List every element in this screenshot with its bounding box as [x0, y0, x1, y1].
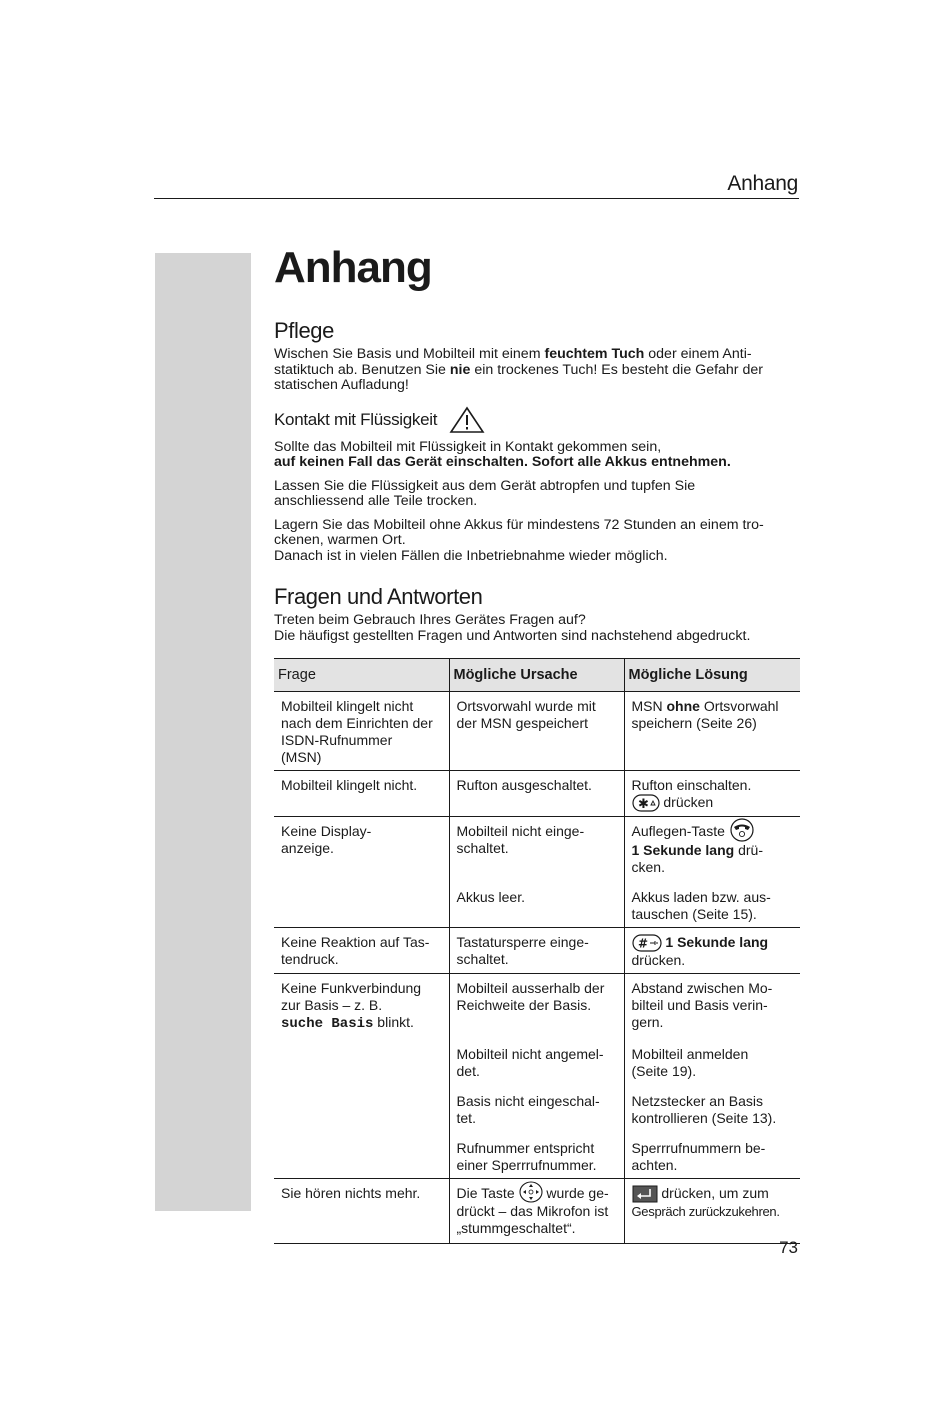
text: blinkt.	[373, 1013, 414, 1030]
cell-ursache	[449, 1178, 624, 1243]
page-content	[274, 240, 800, 1244]
end-call-key-icon	[729, 818, 755, 842]
section-heading-pflege: Pflege	[274, 318, 334, 343]
warning-triangle-icon	[449, 406, 485, 434]
cell-loesung: Sperrrufnummern be- achten.	[624, 1131, 800, 1179]
cell-frage-empty	[274, 880, 449, 928]
column-header-frage: Frage	[274, 659, 449, 692]
cell-frage: Sie hören nichts mehr.	[274, 1178, 449, 1243]
cell-ursache: Ortsvorwahl wurde mit der MSN gespeichert	[449, 692, 624, 771]
text: drücken.	[631, 951, 686, 968]
control-key-icon	[519, 1181, 543, 1203]
table-row	[274, 880, 800, 928]
cell-ursache: Tastatursperre einge- schaltet.	[449, 927, 624, 973]
text: wurde ge- drückt – das Mikrofon ist „stummgeschaltet“.	[456, 1184, 609, 1236]
fragen-intro-2: Die häufigst gestellten Fragen und Antworten sind nachstehend abgedruckt.	[274, 627, 751, 644]
subsection-heading-kontakt: Kontakt mit Flüssigkeit	[274, 409, 438, 429]
bold-text: nie	[449, 361, 471, 378]
cell-ursache: Mobilteil nicht einge- schaltet.	[449, 817, 624, 880]
cell-frage: Keine Reaktion auf Tas- tendruck.	[274, 927, 449, 973]
table-row	[274, 1178, 800, 1243]
table-row	[274, 692, 800, 771]
fragen-intro-1: Treten beim Gebrauch Ihres Gerätes Fragen auf?	[274, 612, 586, 628]
cell-ursache: Akkus leer.	[449, 880, 624, 928]
svg-text:#: #	[637, 936, 648, 951]
bold-text: feuchtem Tuch	[544, 346, 645, 362]
star-key-icon	[632, 794, 660, 812]
table-row	[274, 1084, 800, 1131]
cell-loesung	[624, 927, 800, 973]
section-heading-fragen: Fragen und Antworten	[274, 584, 483, 609]
table-header-row	[274, 659, 800, 692]
text: ein trockenes Tuch! Es besteht die Gefahr der statischen Aufladung!	[274, 361, 763, 393]
kontakt-paragraph-4: Danach ist in vielen Fällen die Inbetriebnahme wieder möglich.	[274, 547, 668, 564]
text: MSN	[631, 698, 667, 714]
cell-frage-empty	[274, 1037, 449, 1084]
faq-table	[274, 658, 800, 1244]
text: drü- cken.	[631, 841, 763, 875]
bold-text: ohne	[666, 698, 700, 714]
kontakt-paragraph-3: Lagern Sie das Mobilteil ohne Akkus für mindestens 72 Stunden an einem tro- ckenen, warmen Ort.	[274, 516, 764, 548]
column-header-loesung: Mögliche Lösung	[624, 659, 800, 692]
text: Auflegen-Taste	[631, 823, 729, 840]
table-row	[274, 973, 800, 1037]
cell-frage: Mobilteil klingelt nicht nach dem Einrichten der ISDN-Rufnummer (MSN)	[274, 692, 449, 771]
bold-text: 1 Sekunde lang	[631, 841, 735, 858]
cell-frage: Keine Display- anzeige.	[274, 817, 449, 880]
page-number: 73	[779, 1238, 798, 1257]
cell-frage: Mobilteil klingelt nicht.	[274, 771, 449, 817]
text: Ortsvorwahl speichern (Seite 26)	[631, 698, 779, 731]
cell-ursache: Mobilteil nicht angemel- det.	[449, 1037, 624, 1084]
table-row	[274, 1131, 800, 1179]
display-key-icon	[632, 1185, 658, 1203]
svg-text:✱: ✱	[637, 797, 649, 813]
cell-frage-empty	[274, 1131, 449, 1179]
cell-loesung	[624, 817, 800, 880]
hash-key-icon	[632, 934, 662, 952]
cell-ursache: Rufton ausgeschaltet.	[449, 771, 624, 817]
cell-loesung	[624, 1178, 800, 1243]
text: oder einem Anti- statiktuch ab. Benutzen Sie	[274, 346, 752, 378]
kontakt-warning-bold: auf keinen Fall das Gerät einschalten. Sofort alle Akkus entnehmen.	[274, 454, 731, 470]
header-rule	[154, 198, 799, 199]
sidebar-tab	[155, 253, 251, 1211]
table-row	[274, 771, 800, 817]
cell-loesung: Akkus laden bzw. aus- tauschen (Seite 15).	[624, 880, 800, 928]
text: Wischen Sie Basis und Mobilteil mit einem	[274, 346, 545, 362]
kontakt-heading-row	[274, 406, 800, 434]
display-text: suche Basis	[281, 1015, 374, 1032]
kontakt-text: Sollte das Mobilteil mit Flüssigkeit in Kontakt gekommen sein,	[274, 438, 662, 455]
cell-ursache: Mobilteil ausserhalb der Reichweite der Basis.	[449, 973, 624, 1037]
bold-text: 1 Sekunde lang	[661, 933, 769, 950]
kontakt-paragraph-2: Lassen Sie die Flüssigkeit aus dem Gerät abtropfen und tupfen Sie anschliessend alle Teile trocken.	[274, 477, 696, 509]
column-header-ursache: Mögliche Ursache	[449, 659, 624, 692]
text: Rufton einschalten.	[631, 777, 752, 793]
text: Keine Funkverbindung zur Basis – z. B.	[281, 979, 422, 1013]
text: Die Taste	[456, 1184, 519, 1201]
cell-loesung: Mobilteil anmelden (Seite 19).	[624, 1037, 800, 1084]
cell-ursache: Rufnummer entspricht einer Sperrrufnummer.	[449, 1131, 624, 1179]
cell-loesung	[624, 692, 800, 771]
chapter-title: Anhang	[274, 243, 432, 292]
running-header-title: Anhang	[727, 172, 798, 195]
text: drücken, um zum	[661, 1184, 769, 1201]
table-row	[274, 817, 800, 880]
pflege-paragraph	[274, 347, 800, 394]
kontakt-paragraph-1	[274, 440, 800, 471]
cell-frage	[274, 973, 449, 1037]
cell-frage-empty	[274, 1084, 449, 1131]
cell-loesung: Abstand zwischen Mo- bilteil und Basis verin- gern.	[624, 973, 800, 1037]
cell-loesung: Netzstecker an Basis kontrollieren (Seite 13).	[624, 1084, 800, 1131]
text: drücken	[659, 794, 714, 810]
cell-loesung	[624, 771, 800, 817]
table-row	[274, 927, 800, 973]
table-row	[274, 1037, 800, 1084]
cell-ursache: Basis nicht eingeschal- tet.	[449, 1084, 624, 1131]
text: Gespräch zurückzukehren.	[631, 1204, 780, 1220]
